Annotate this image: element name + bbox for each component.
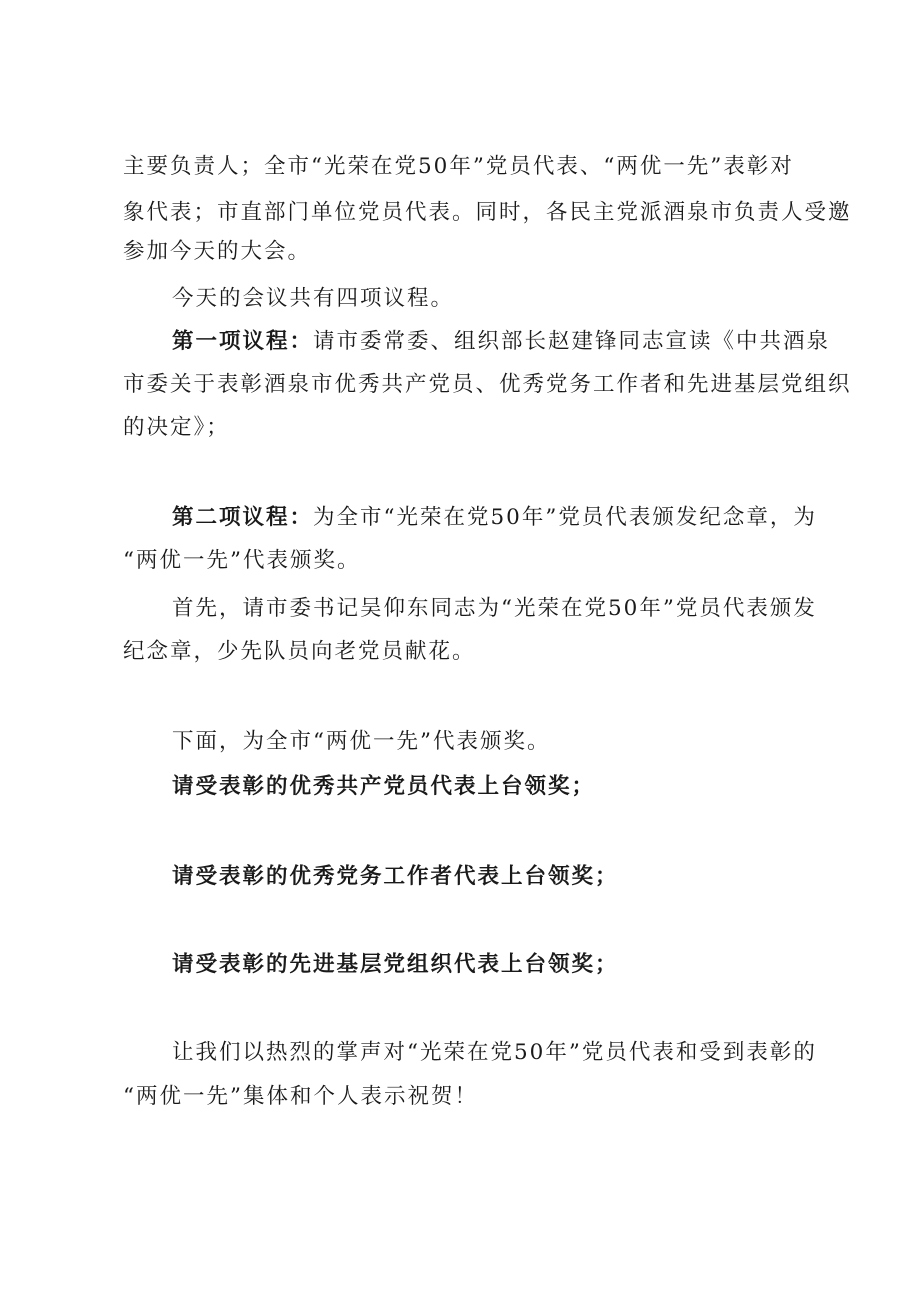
paragraph-line: 的决定》； xyxy=(123,415,230,440)
award-call-line: 请受表彰的优秀共产党员代表上台领奖； xyxy=(172,774,596,799)
paragraph-line: 市委关于表彰酒泉市优秀共产党员、优秀党务工作者和先进基层党组织 xyxy=(123,372,852,397)
paragraph-line: 让我们以热烈的掌声对“光荣在党50年”党员代表和受到表彰的 xyxy=(172,1040,817,1065)
paragraph-line: 参加今天的大会。 xyxy=(123,239,312,264)
agenda-text: 请市委常委、组织部长赵建锋同志宣读《中共酒泉 xyxy=(313,329,831,354)
agenda-label: 第一项议程： xyxy=(172,329,314,354)
agenda-item-1 xyxy=(172,327,852,357)
paragraph-line: “两优一先”集体和个人表示祝贺！ xyxy=(123,1084,478,1109)
award-call-line: 请受表彰的优秀党务工作者代表上台领奖； xyxy=(172,864,619,889)
agenda-label: 第二项议程： xyxy=(172,505,314,530)
agenda-item-2 xyxy=(172,503,852,533)
paragraph-line: 今天的会议共有四项议程。 xyxy=(172,286,455,311)
paragraph-line: 下面，为全市“两优一先”代表颁奖。 xyxy=(172,729,551,754)
paragraph-line: “两优一先”代表颁奖。 xyxy=(123,548,361,573)
agenda-text: 为全市“光荣在党50年”党员代表颁发纪念章，为 xyxy=(313,505,817,530)
paragraph-line: 纪念章，少先队员向老党员献花。 xyxy=(123,639,476,664)
paragraph-line: 首先，请市委书记吴仰东同志为“光荣在党50年”党员代表颁发 xyxy=(172,596,817,621)
award-call-line: 请受表彰的先进基层党组织代表上台领奖； xyxy=(172,952,619,977)
paragraph-line: 象代表；市直部门单位党员代表。同时，各民主党派酒泉市负责人受邀 xyxy=(123,200,852,225)
paragraph-line: 主要负责人；全市“光荣在党50年”党员代表、“两优一先”表彰对 xyxy=(123,154,794,179)
